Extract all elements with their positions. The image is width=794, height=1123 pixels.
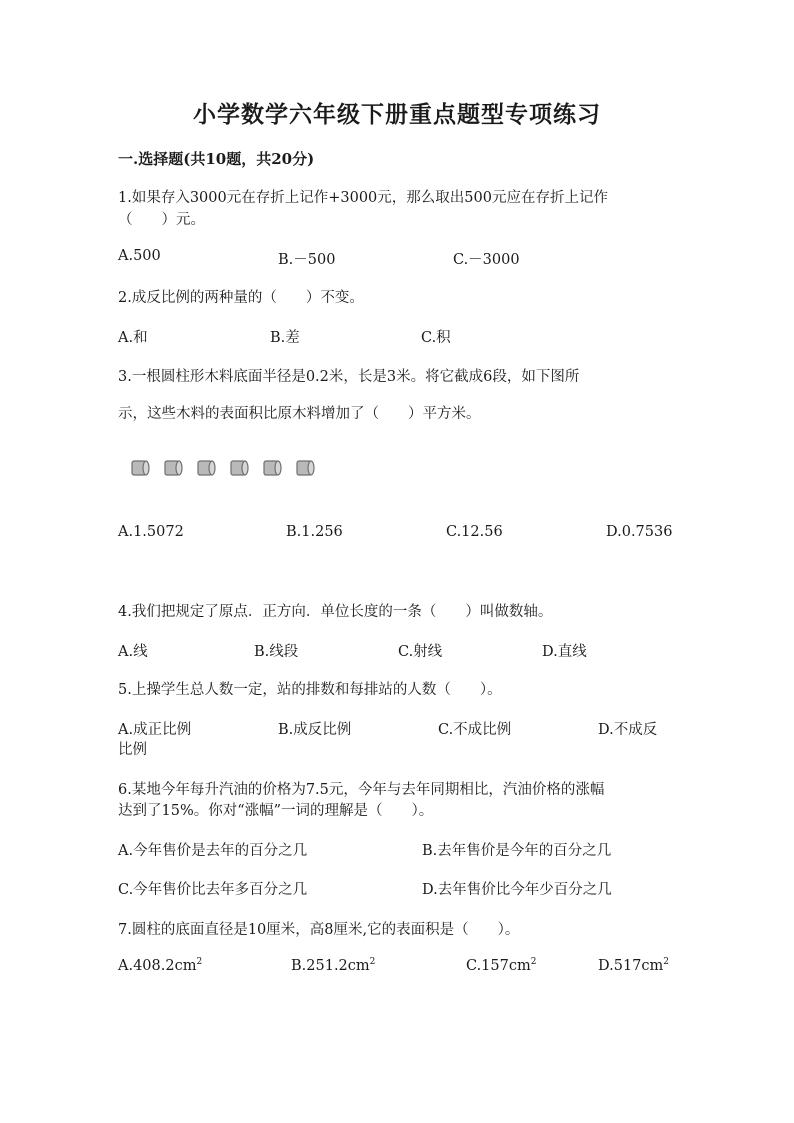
option-c[interactable]: C.12.56 (446, 524, 503, 540)
cylinder-piece-3 (196, 459, 216, 477)
question-text: （ ）元。 (118, 212, 205, 228)
option-b[interactable]: B.成反比例 (278, 722, 352, 738)
cylinder-piece-5 (262, 459, 282, 477)
option-c[interactable] (466, 958, 536, 974)
superscript: 2 (369, 957, 376, 968)
option-d[interactable]: D.0.7536 (606, 524, 673, 540)
question-text: 1.如果存入3000元在存折上记作+3000元，那么取出500元应在存折上记作 (118, 190, 608, 206)
option-c[interactable]: C.今年售价比去年多百分之几 (118, 882, 308, 898)
superscript: 2 (196, 957, 203, 968)
superscript: 2 (663, 957, 669, 968)
section-heading: 一.选择题(共10题，共20分) (118, 150, 315, 168)
cylinder-piece-6 (295, 459, 315, 477)
question-text: 示，这些木料的表面积比原木料增加了（ ）平方米。 (118, 406, 481, 422)
option-b[interactable] (291, 958, 375, 974)
option-b[interactable]: B.差 (270, 330, 300, 346)
question-text: 5.上操学生总人数一定，站的排数和每排站的人数（ ）。 (118, 682, 502, 698)
option-d[interactable]: D.不成反 (598, 722, 658, 738)
option-d[interactable]: D.去年售价比今年少百分之几 (422, 882, 612, 898)
option-a[interactable]: A.1.5072 (118, 524, 184, 540)
option-a[interactable] (118, 958, 202, 974)
option-c[interactable]: C.积 (421, 330, 451, 346)
option-c-text: C.157cm (466, 958, 531, 974)
option-d[interactable]: D.直线 (542, 644, 587, 660)
option-b-text: B.251.2cm (291, 958, 370, 974)
question-text: 3.一根圆柱形木料底面半径是0.2米，长是3米。将它截成6段，如下图所 (118, 369, 580, 385)
question-text: 2.成反比例的两种量的（ ）不变。 (118, 290, 364, 306)
option-a-text: A.408.2cm (118, 958, 197, 974)
option-d-wrap: 比例 (118, 742, 147, 758)
question-text: 6.某地今年每升汽油的价格为7.5元，今年与去年同期相比，汽油价格的涨幅 (118, 782, 605, 798)
question-text: 达到了15%。你对“涨幅”一词的理解是（ ）。 (118, 803, 434, 819)
option-a[interactable]: A.和 (118, 330, 148, 346)
option-b[interactable]: B.去年售价是今年的百分之几 (422, 843, 612, 859)
option-c[interactable]: C.不成比例 (438, 722, 512, 738)
option-b[interactable]: B.1.256 (286, 524, 343, 540)
page-title: 小学数学六年级下册重点题型专项练习 (193, 101, 601, 128)
option-c[interactable]: C.射线 (398, 644, 443, 660)
cylinder-piece-2 (163, 459, 183, 477)
option-b[interactable]: B.线段 (254, 644, 299, 660)
cylinder-piece-1 (130, 459, 150, 477)
option-a[interactable]: A.今年售价是去年的百分之几 (118, 843, 308, 859)
option-a[interactable]: A.500 (118, 248, 161, 264)
cylinder-piece-4 (229, 459, 249, 477)
option-d-text: D.517cm (598, 958, 664, 974)
option-a[interactable]: A.线 (118, 644, 148, 660)
option-d[interactable] (598, 958, 669, 974)
option-b[interactable]: B.－500 (278, 252, 336, 268)
option-a[interactable]: A.成正比例 (118, 722, 192, 738)
question-text: 7.圆柱的底面直径是10厘米，高8厘米,它的表面积是（ ）。 (118, 922, 520, 938)
question-text: 4.我们把规定了原点．正方向．单位长度的一条（ ）叫做数轴。 (118, 604, 553, 620)
superscript: 2 (530, 957, 537, 968)
option-c[interactable]: C.－3000 (453, 252, 520, 268)
